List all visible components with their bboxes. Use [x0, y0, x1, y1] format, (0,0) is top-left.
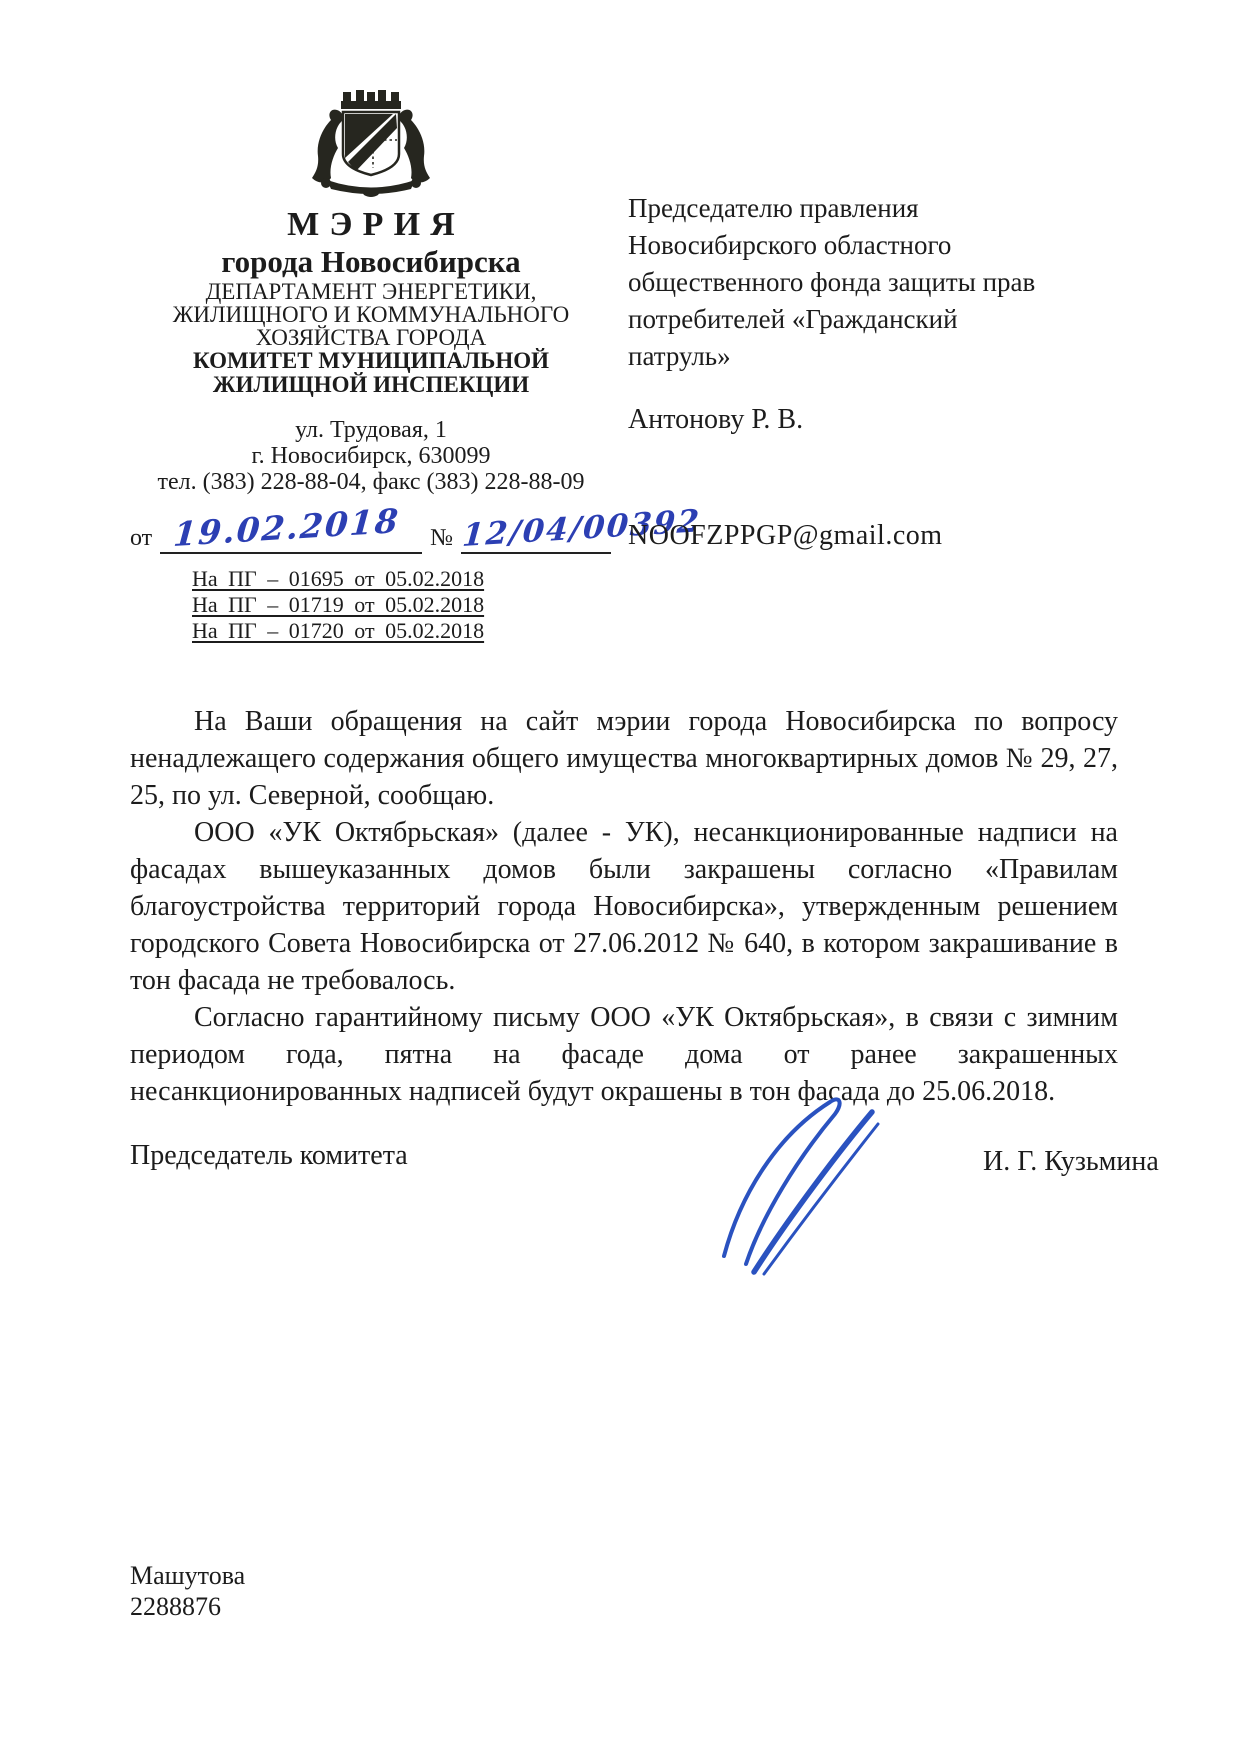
reference-block	[192, 566, 484, 644]
reference-line: На ПГ – 01720 от 05.02.2018	[192, 618, 485, 643]
recipient-email: NOOFZPPGP@gmail.com	[628, 520, 943, 551]
dept-line: ЖИЛИЩНОГО И КОММУНАЛЬНОГО	[172, 302, 570, 327]
outgoing-date-field	[160, 500, 422, 554]
address-street: ул. Трудовая, 1	[295, 417, 447, 443]
body-paragraph: Согласно гарантийному письму ООО «УК Октябрьская», в связи с зимним периодом года, пятна на фасаде дома от ранее закрашенных несанкционированных надписей будут окрашены в тон фасада до 25.06.2018.	[130, 1002, 1118, 1107]
body-paragraph: На Ваши обращения на сайт мэрии города Новосибирска по вопросу ненадлежащего содержания общего имущества многоквартирных домов № 29, 27, 25, по ул. Северной, сообщаю.	[130, 706, 1118, 811]
letter-body	[130, 703, 1118, 1110]
recipient-line: потребителей «Гражданский	[628, 304, 958, 334]
address-city: г. Новосибирск, 630099	[251, 443, 491, 469]
address-phone-fax: тел. (383) 228-88-04, факс (383) 228-88-09	[157, 469, 585, 495]
signer-name: И. Г. Кузьмина	[983, 1146, 1159, 1177]
recipient-line: Председателю правления	[628, 193, 919, 223]
coat-of-arms-novosibirsk-icon	[303, 88, 439, 200]
reference-line: На ПГ – 01695 от 05.02.2018	[192, 566, 485, 591]
recipient-block	[628, 190, 1126, 375]
outgoing-row	[130, 500, 703, 554]
signer-position-title: Председатель комитета	[130, 1140, 408, 1171]
recipient-name: Антонову Р. В.	[628, 404, 804, 435]
letterhead	[128, 88, 614, 495]
handwritten-date: 19.02.2018	[172, 500, 402, 554]
committee-line: КОМИТЕТ МУНИЦИПАЛЬНОЙ	[192, 348, 550, 373]
org-address	[128, 417, 614, 495]
recipient-line: общественного фонда защиты прав	[628, 267, 1036, 297]
executor-block	[130, 1560, 245, 1622]
org-name-mayor: МЭРИЯ	[287, 206, 466, 243]
committee-line: ЖИЛИЩНОЙ ИНСПЕКЦИИ	[212, 372, 530, 397]
recipient-line: Новосибирского областного	[628, 230, 952, 260]
outgoing-number-label: №	[430, 525, 454, 551]
org-name-city: города Новосибирска	[221, 244, 521, 279]
outgoing-number-field	[461, 503, 703, 554]
executor-phone: 2288876	[130, 1592, 221, 1621]
recipient-line: патруль»	[628, 341, 731, 371]
dept-line: ДЕПАРТАМЕНТ ЭНЕРГЕТИКИ,	[205, 279, 537, 304]
dept-line: ХОЗЯЙСТВА ГОРОДА	[255, 325, 487, 350]
handwritten-number: 12/04/00392	[461, 503, 703, 554]
executor-name: Машутова	[130, 1561, 246, 1590]
body-paragraph: ООО «УК Октябрьская» (далее - УК), несанкционированные надписи на фасадах вышеуказанных домов были закрашены согласно «Правилам благоустройства территорий города Новосибирска», утвержденным решением городского Совета Новосибирска от 27.06.2012 № 640, в котором закрашивание в тон фасада не требовалось.	[130, 817, 1118, 996]
outgoing-date-label: от	[130, 525, 153, 551]
reference-line: На ПГ – 01719 от 05.02.2018	[192, 592, 485, 617]
signature-autograph-icon	[690, 1086, 950, 1276]
